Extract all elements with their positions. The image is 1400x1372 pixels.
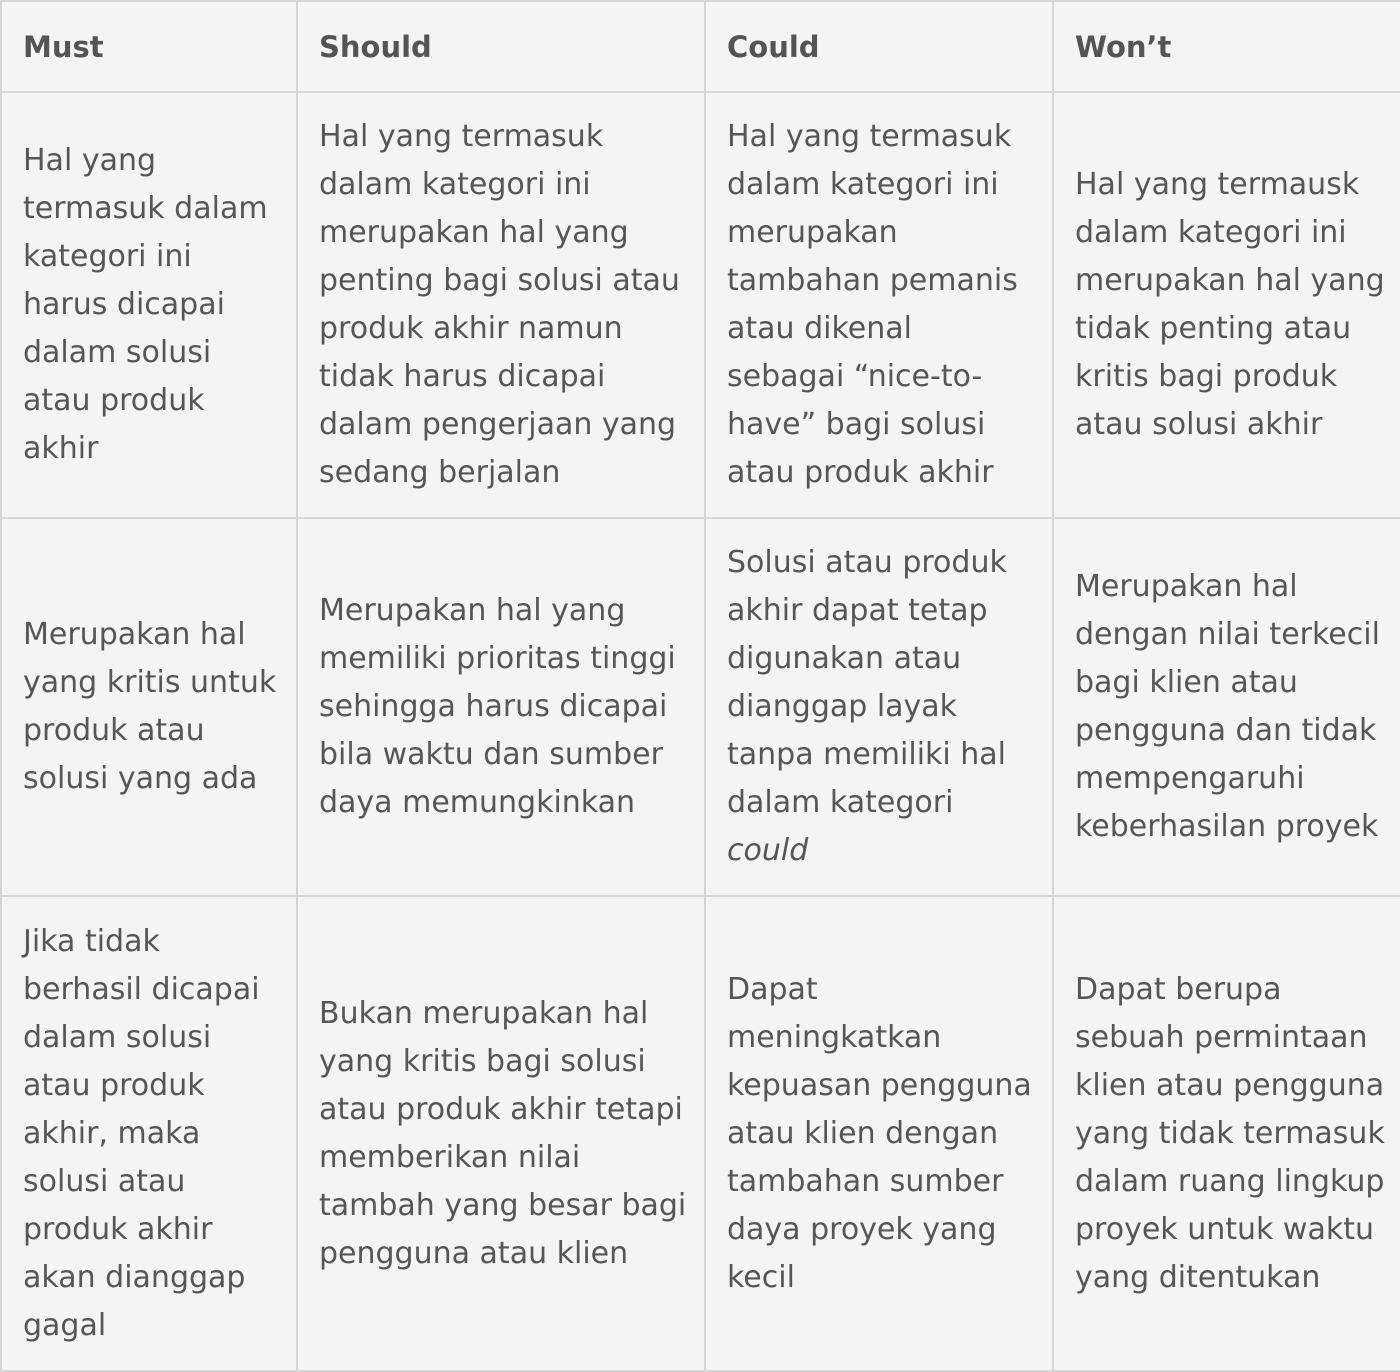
cell-should: Merupakan hal yang memiliki prioritas tinggi sehingga harus dicapai bila waktu dan sumber daya memungkinkan [297, 518, 705, 896]
cell-could: Dapat meningkatkan kepuasan pengguna atau klien dengan tambahan sumber daya proyek yang kecil [705, 896, 1053, 1371]
header-must: Must [1, 1, 297, 92]
header-wont: Won’t [1053, 1, 1400, 92]
cell-wont: Dapat berupa sebuah permintaan klien atau pengguna yang tidak termasuk dalam ruang lingkup proyek untuk waktu yang ditentukan [1053, 896, 1400, 1371]
cell-could-emphasis: could [727, 833, 809, 868]
cell-must: Jika tidak berhasil dicapai dalam solusi atau produk akhir, maka solusi atau produk akhir akan dianggap gagal [1, 896, 297, 1371]
table-row [1, 92, 1400, 518]
cell-must: Merupakan hal yang kritis untuk produk atau solusi yang ada [1, 518, 297, 896]
cell-could-text: Solusi atau produk akhir dapat tetap digunakan atau dianggap layak tanpa memiliki hal dalam kategori [727, 545, 1007, 820]
table-row [1, 896, 1400, 1371]
cell-must: Hal yang termasuk dalam kategori ini harus dicapai dalam solusi atau produk akhir [1, 92, 297, 518]
cell-wont: Merupakan hal dengan nilai terkecil bagi klien atau pengguna dan tidak mempengaruhi keberhasilan proyek [1053, 518, 1400, 896]
header-should: Should [297, 1, 705, 92]
cell-wont: Hal yang termausk dalam kategori ini merupakan hal yang tidak penting atau kritis bagi produk atau solusi akhir [1053, 92, 1400, 518]
header-row [1, 1, 1400, 92]
cell-should: Bukan merupakan hal yang kritis bagi solusi atau produk akhir tetapi memberikan nilai tambah yang besar bagi pengguna atau klien [297, 896, 705, 1371]
cell-could: Hal yang termasuk dalam kategori ini merupakan tambahan pemanis atau dikenal sebagai “nice-to-have” bagi solusi atau produk akhir [705, 92, 1053, 518]
cell-should: Hal yang termasuk dalam kategori ini merupakan hal yang penting bagi solusi atau produk akhir namun tidak harus dicapai dalam pengerjaan yang sedang berjalan [297, 92, 705, 518]
header-could: Could [705, 1, 1053, 92]
table-row [1, 518, 1400, 896]
cell-could [705, 518, 1053, 896]
